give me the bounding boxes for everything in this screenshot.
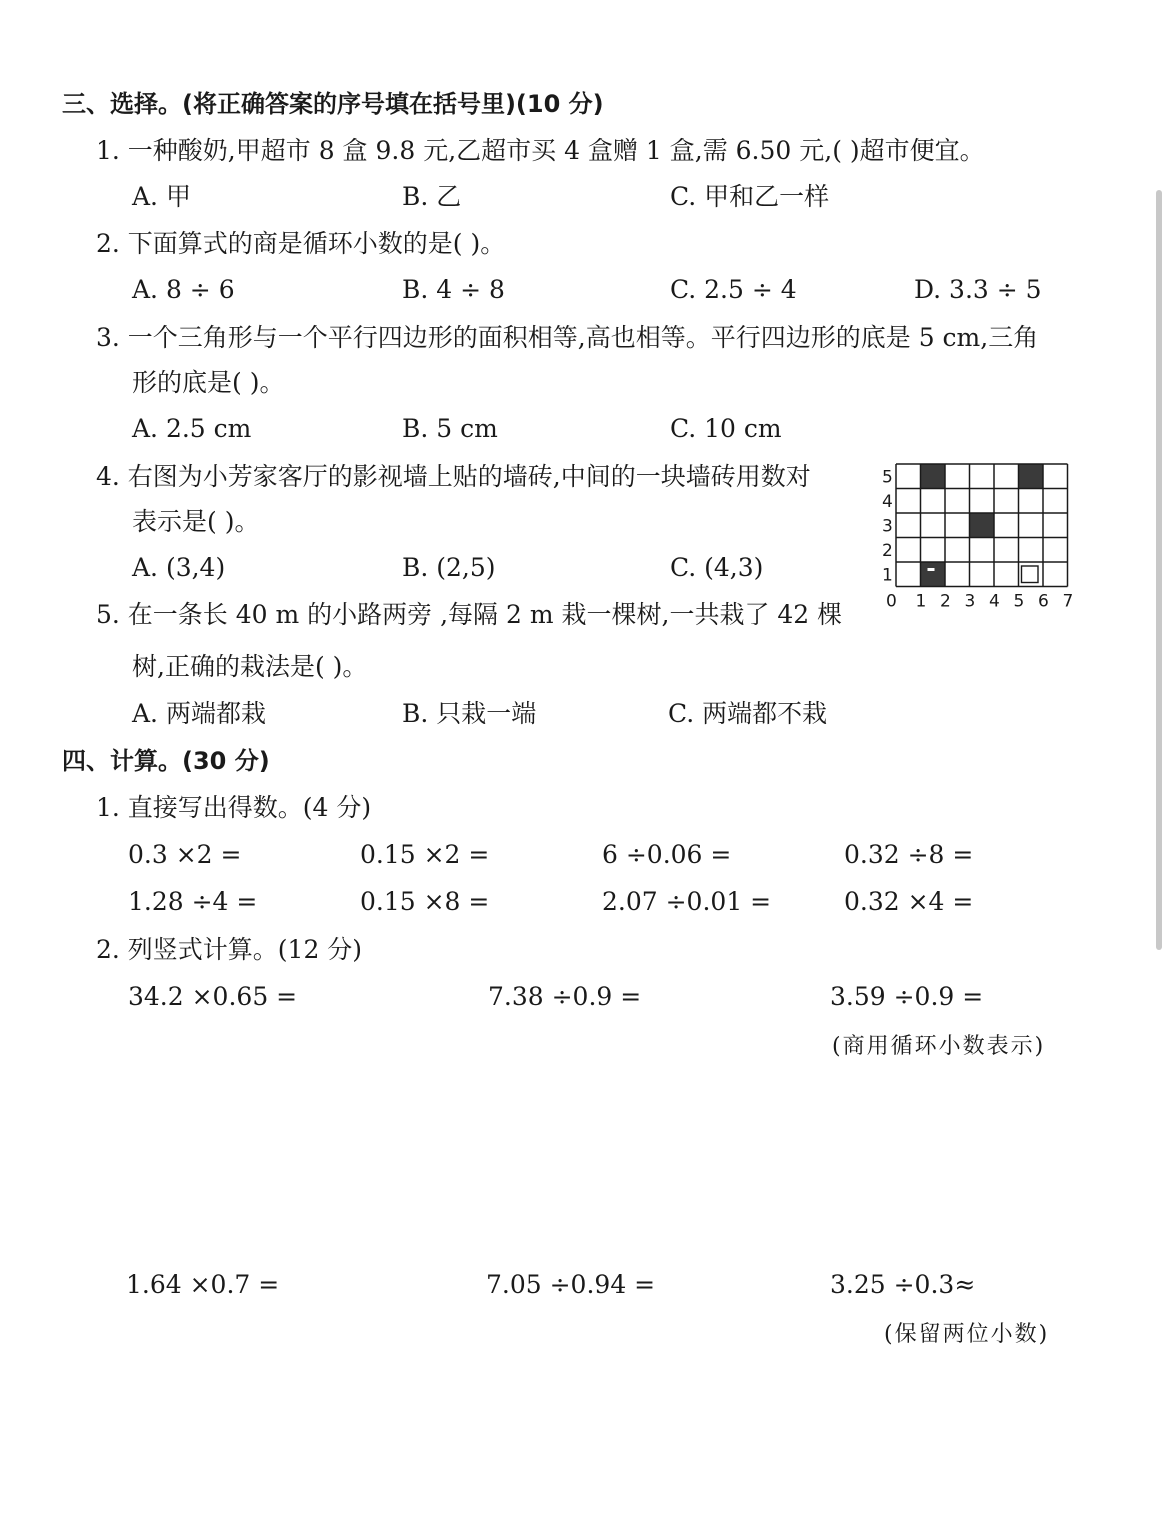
vertical-calc-item: 3.25 ÷0.3≈ [830,1270,976,1299]
calc-item: 0.3 ×2 = [128,840,242,869]
y-axis-label: 2 [882,541,893,561]
filled-tile [1019,464,1044,489]
q3-option-a: A. 2.5 cm [132,414,252,443]
x-axis-label: 4 [989,591,1000,612]
q1-option-a: A. 甲 [132,182,191,211]
tile-grid-svg [876,460,1076,610]
repeating-decimal-note: (商用循环小数表示) [832,1034,1046,1059]
vertical-calc-item: 34.2 ×0.65 = [128,982,298,1011]
q3-option-c: C. 10 cm [670,414,782,443]
q5-text-line2: 树,正确的栽法是( )。 [132,652,368,681]
calc-item: 0.32 ÷8 = [844,840,974,869]
q5-text-line1: 5. 在一条长 40 m 的小路两旁 ,每隔 2 m 栽一棵树,一共栽了 42 棵 [96,600,843,629]
y-axis-label: 3 [882,516,893,537]
x-axis-label: 0 [886,591,897,612]
x-axis-label: 1 [915,591,927,612]
calc-item: 0.15 ×2 = [360,840,490,869]
q4-option-b: B. (2,5) [402,553,496,582]
tile-grid-figure [876,460,1076,610]
q4-text-line2: 表示是( )。 [132,507,260,536]
calc-item: 6 ÷0.06 = [602,840,732,869]
filled-tile [970,513,995,538]
tile-mark [928,568,935,571]
part2-title: 2. 列竖式计算。(12 分) [96,935,363,964]
x-axis-label: 5 [1013,591,1025,612]
q2-option-b: B. 4 ÷ 8 [402,275,505,304]
marked-tile [1022,566,1039,583]
q4-text-line1: 4. 右图为小芳家客厅的影视墙上贴的墙砖,中间的一块墙砖用数对 [96,462,811,491]
vertical-calc-item: 7.38 ÷0.9 = [488,982,642,1011]
q4-option-c: C. (4,3) [670,553,764,582]
q5-option-c: C. 两端都不栽 [668,699,828,728]
calc-item: 1.28 ÷4 = [128,887,258,916]
vertical-calc-item: 1.64 ×0.7 = [126,1270,280,1299]
y-axis-label: 1 [882,565,893,586]
part1-title: 1. 直接写出得数。(4 分) [96,793,372,822]
q1-option-c: C. 甲和乙一样 [670,182,830,211]
q2-option-c: C. 2.5 ÷ 4 [670,275,797,304]
section3-title: 三、选择。(将正确答案的序号填在括号里)(10 分) [62,90,604,118]
x-axis-label: 6 [1038,591,1049,612]
y-axis-label: 4 [882,492,893,512]
q2-option-d: D. 3.3 ÷ 5 [914,275,1042,304]
rounding-note: (保留两位小数) [884,1322,1050,1347]
q3-text-line2: 形的底是( )。 [132,368,285,397]
q5-option-a: A. 两端都栽 [132,699,266,728]
x-axis-label: 2 [940,591,951,612]
calc-item: 2.07 ÷0.01 = [602,887,772,916]
scrollbar[interactable] [1156,190,1162,950]
q2-text: 2. 下面算式的商是循环小数的是( )。 [96,229,506,258]
q1-option-b: B. 乙 [402,182,462,211]
calc-item: 0.32 ×4 = [844,887,974,916]
filled-tile [921,562,946,587]
vertical-calc-item: 7.05 ÷0.94 = [486,1270,656,1299]
q2-option-a: A. 8 ÷ 6 [132,275,235,304]
q5-option-b: B. 只栽一端 [402,699,537,728]
filled-tile [921,464,946,489]
q3-text-line1: 3. 一个三角形与一个平行四边形的面积相等,高也相等。平行四边形的底是 5 cm,三角 [96,323,1039,352]
x-axis-label: 3 [964,591,976,612]
section4-title: 四、计算。(30 分) [62,747,270,775]
q4-option-a: A. (3,4) [132,553,226,582]
x-axis-label: 7 [1062,591,1074,612]
calc-item: 0.15 ×8 = [360,887,490,916]
q1-text: 1. 一种酸奶,甲超市 8 盒 9.8 元,乙超市买 4 盒赠 1 盒,需 6.50 元,( )超市便宜。 [96,136,985,165]
q3-option-b: B. 5 cm [402,414,498,443]
vertical-calc-item: 3.59 ÷0.9 = [830,982,984,1011]
y-axis-label: 5 [882,467,893,488]
